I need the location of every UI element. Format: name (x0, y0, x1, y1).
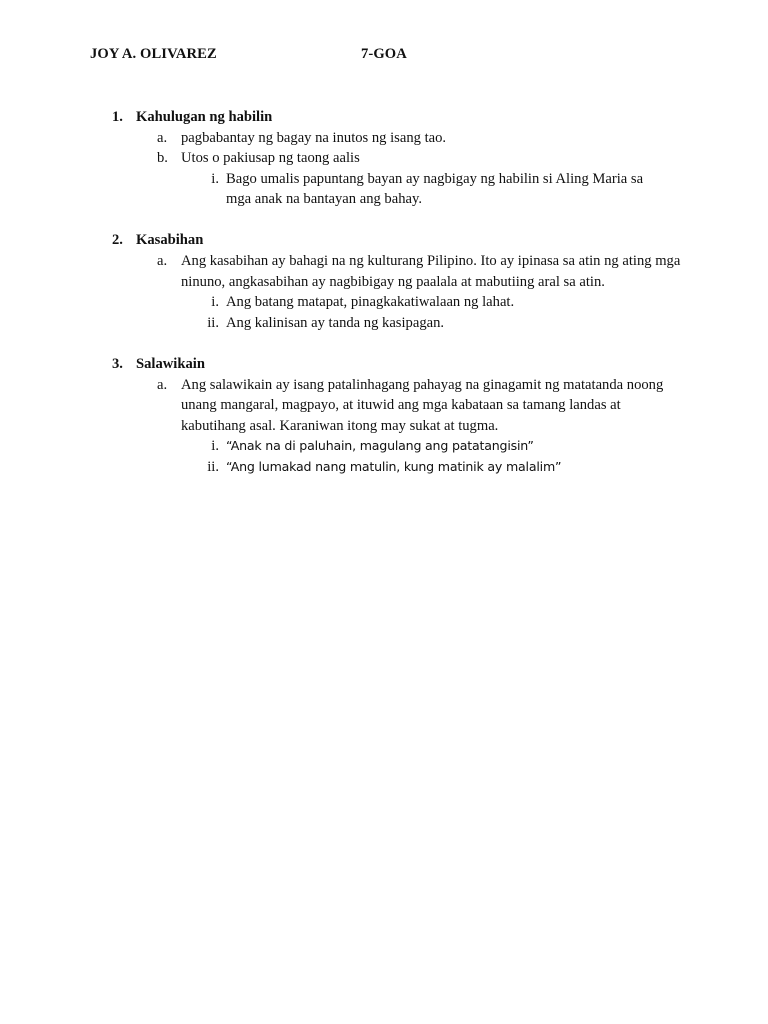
sub-item (0, 128, 681, 149)
sub-item-text: Ang salawikain ay isang patalinhagang pahayag na ginagamit ng matatanda noong unang mangaral, magpayo, at ituwid ang mga kabataan sa tamang landas at kabutihang asal. Karaniwan itong may sukat at tugma. (181, 376, 664, 434)
sub-item-text: pagbabantay ng bagay na inutos ng isang tao. (181, 129, 447, 146)
sub-item (0, 148, 681, 169)
item-heading: Salawikain (136, 355, 205, 372)
item-number: 3. (112, 355, 123, 372)
example-marker: i. (211, 438, 219, 455)
list-item-habilin (0, 107, 768, 210)
example-marker: ii. (207, 314, 219, 331)
sub-item-marker: b. (157, 150, 168, 167)
sub-item-marker: a. (157, 253, 168, 270)
list-item-kasabihan (0, 230, 768, 333)
example-item (0, 292, 666, 313)
class-section: 7-GOA (361, 46, 407, 62)
example-marker: i. (211, 170, 219, 187)
item-number: 1. (112, 109, 123, 125)
example-item (0, 313, 666, 334)
sub-item-text: Ang kasabihan ay bahagi na ng kulturang Pilipino. Ito ay ipinasa sa atin ng ating mga ninuno, angkasabihan ay nagbibigay ng paalala at mabutiing aral sa atin. (181, 253, 681, 290)
example-item (0, 457, 666, 478)
example-text: Ang kalinisan ay tanda ng kasipagan. (226, 314, 445, 331)
sub-item (0, 375, 681, 437)
example-text: “Ang lumakad nang matulin, kung matinik ay malalim” (226, 458, 562, 474)
item-heading: Kahulugan ng habilin (136, 109, 273, 125)
example-text: Ang batang matapat, pinagkakatiwalaan ng lahat. (226, 294, 515, 311)
item-heading: Kasabihan (136, 232, 204, 249)
example-text: Bago umalis papuntang bayan ay nagbigay ng habilin si Aling Maria sa mga anak na bantayan ang bahay. (226, 170, 644, 208)
sub-item-marker: a. (157, 129, 168, 146)
sub-item-marker: a. (157, 376, 168, 393)
example-marker: ii. (207, 458, 219, 475)
example-item (0, 169, 666, 210)
sub-item-text: Utos o pakiusap ng taong aalis (181, 150, 360, 167)
sub-item (0, 251, 681, 292)
example-marker: i. (211, 294, 219, 311)
document-header (90, 46, 690, 66)
student-name: JOY A. OLIVAREZ (90, 46, 217, 62)
example-item (0, 436, 666, 457)
list-item-salawikain (0, 354, 768, 478)
document-body (0, 107, 768, 498)
item-number: 2. (112, 232, 123, 249)
example-text: “Anak na di paluhain, magulang ang patatangisin” (226, 438, 534, 454)
